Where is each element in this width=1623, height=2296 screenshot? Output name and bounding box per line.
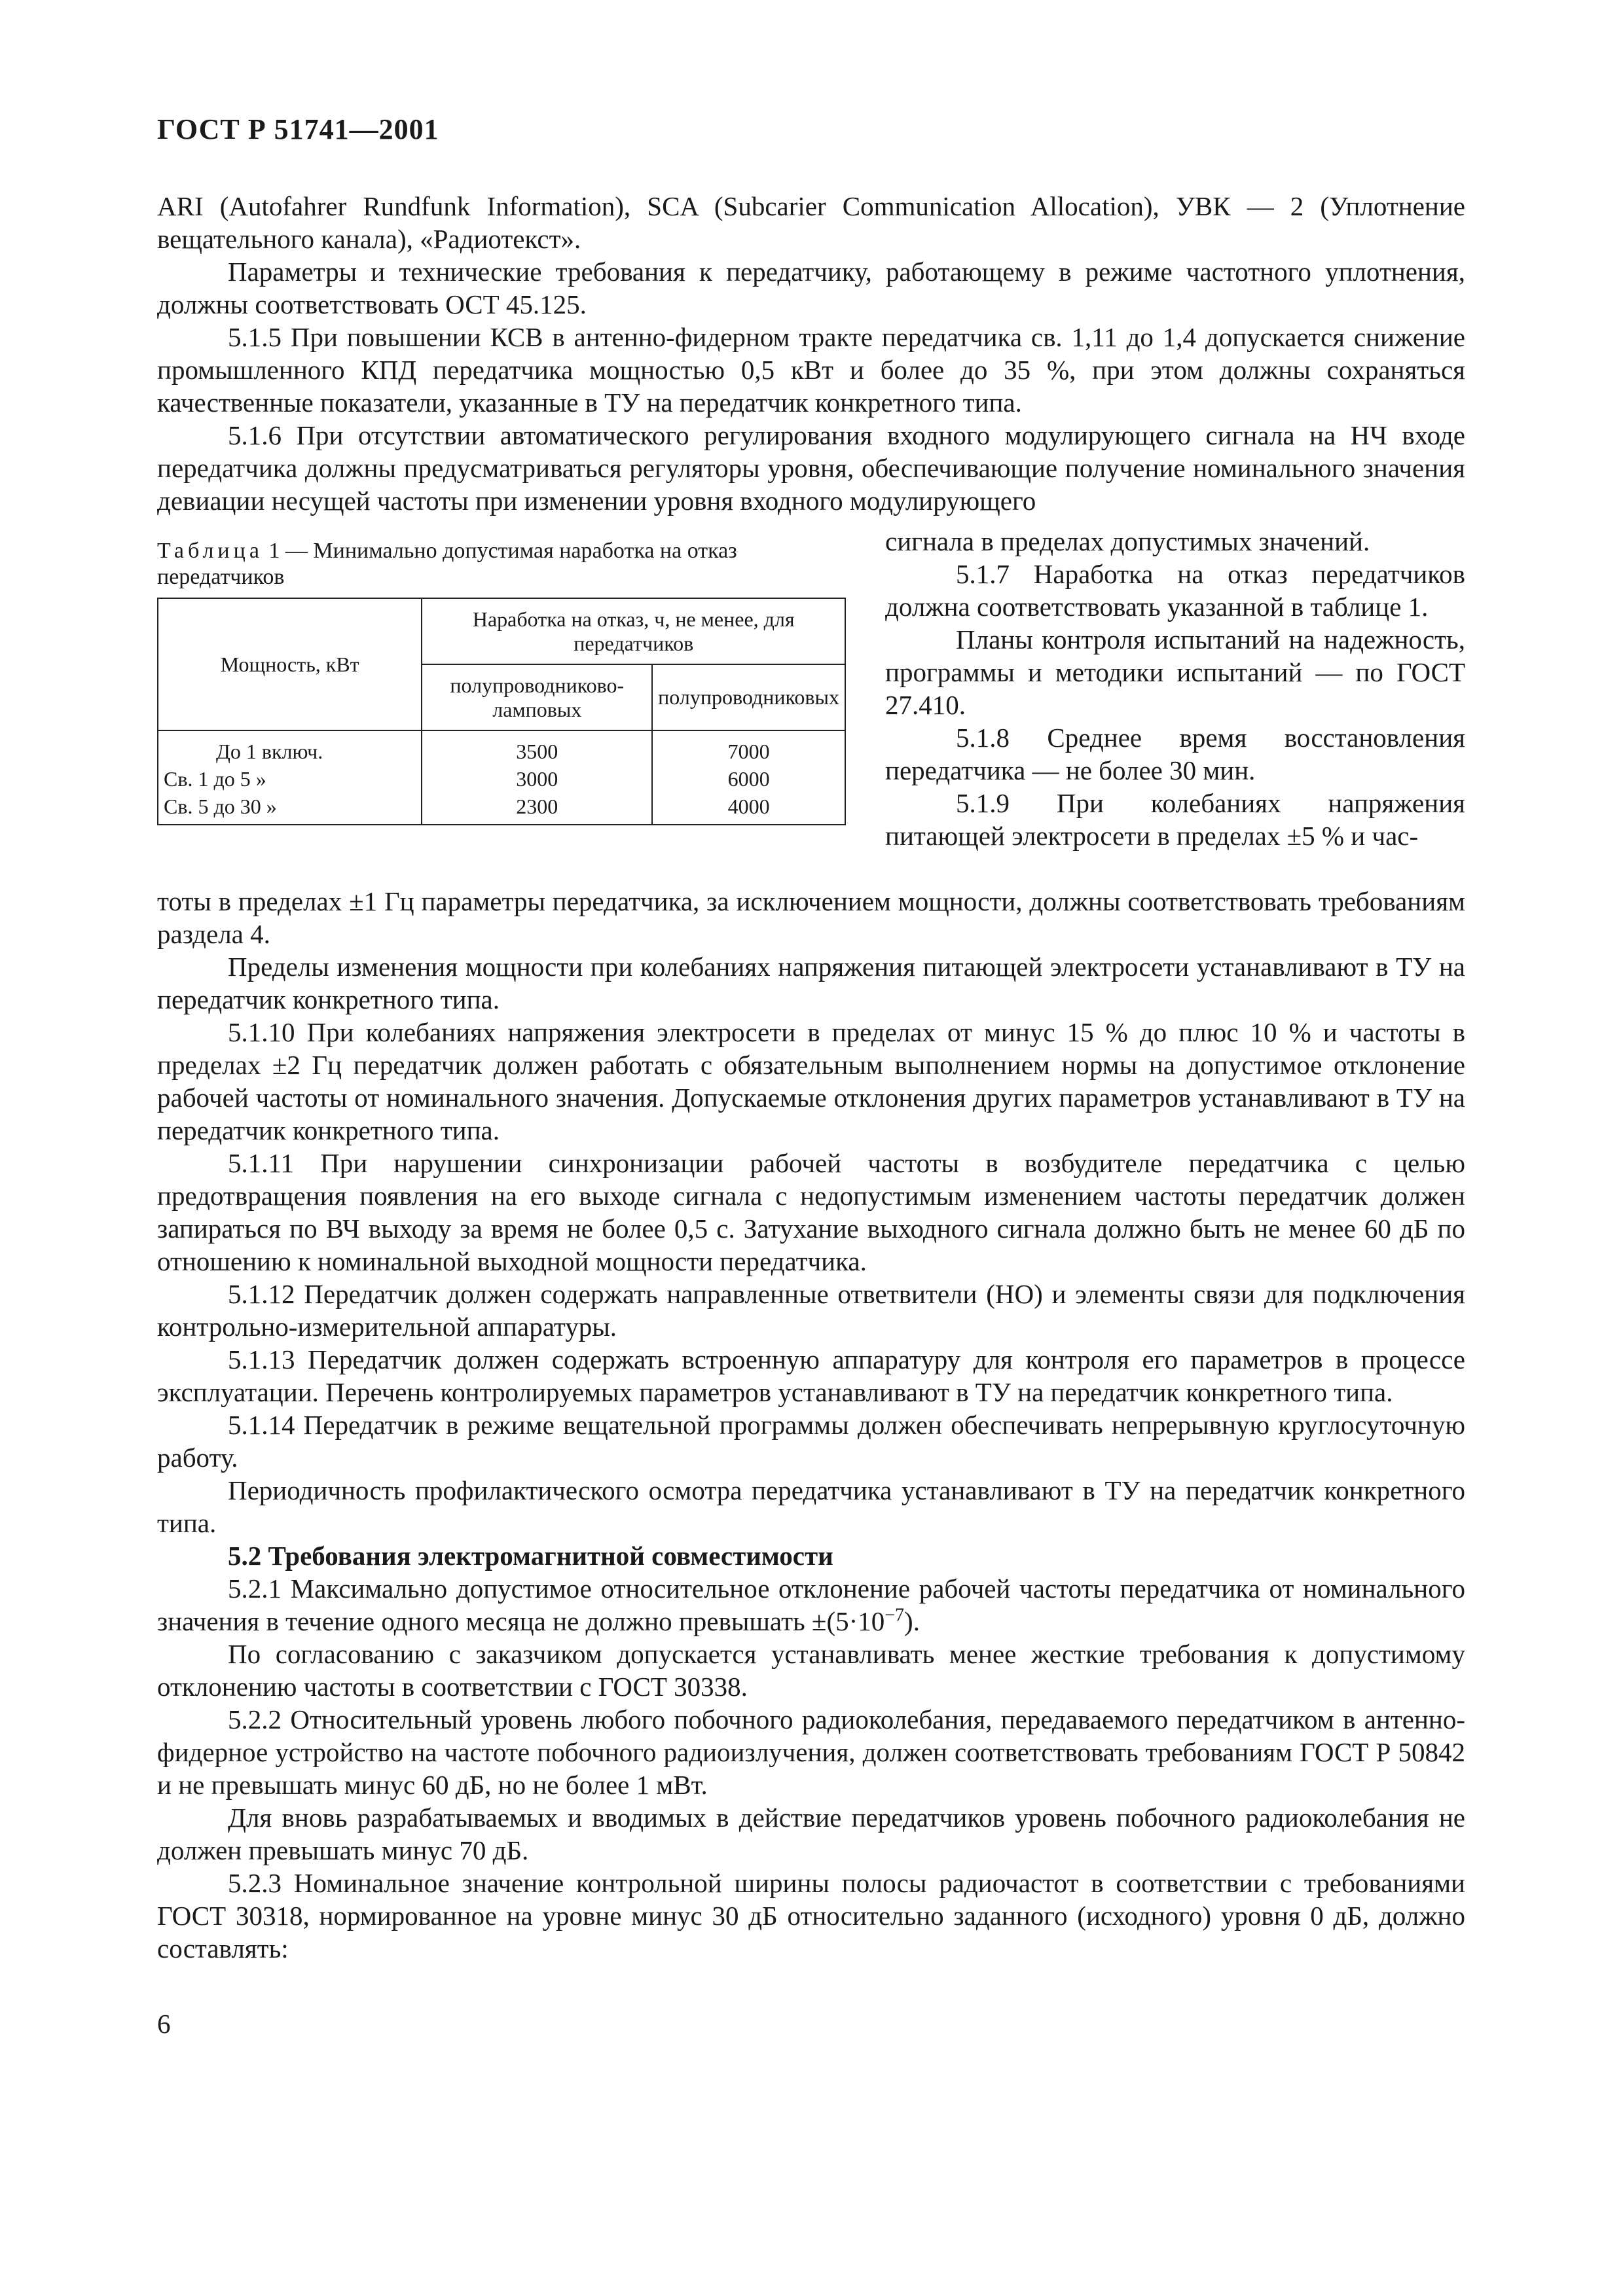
paragraph-5-1-14: 5.1.14 Передатчик в режиме вещательной программы должен обеспечивать непрерывную круглосуточную работу. bbox=[157, 1410, 1465, 1473]
table-cell-power: Св. 5 до 30 » bbox=[158, 793, 422, 825]
page-number: 6 bbox=[157, 2009, 171, 2039]
paragraph: Планы контроля испытаний на надежность, программы и методики испытаний — по ГОСТ 27.410. bbox=[885, 624, 1465, 720]
paragraph: Пределы изменения мощности при колебаниях напряжения питающей электросети устанавливают в ТУ на передатчик конкретного типа. bbox=[157, 952, 1465, 1014]
paragraph: Для вновь разрабатываемых и вводимых в действие передатчиков уровень побочного радиоколебания не должен превышать минус 70 дБ. bbox=[157, 1803, 1465, 1865]
paragraph: Периодичность профилактического осмотра передатчика устанавливают в ТУ на передатчик конкретного типа. bbox=[157, 1475, 1465, 1538]
paragraph-5-1-12: 5.1.12 Передатчик должен содержать направленные ответвители (НО) и элементы связи для подключения контрольно-измерительной аппаратуры. bbox=[157, 1279, 1465, 1342]
table-cell-value: 6000 bbox=[652, 765, 845, 793]
table-row bbox=[158, 765, 845, 793]
table-row bbox=[158, 730, 845, 765]
paragraph-5-2-1 bbox=[157, 1572, 1465, 1638]
paragraph-5-1-10: 5.1.10 При колебаниях напряжения электросети в пределах от минус 15 % до плюс 10 % и частоты в пределах ±2 Гц передатчик должен работать с обязательным выполнением нормы на допустимое отклонение рабочей частоты от номинального значения. Допускаемые отклонения других параметров устанавливают в ТУ на передатчик конкретного типа. bbox=[157, 1017, 1465, 1145]
paragraph-5-1-6: 5.1.6 При отсутствии автоматического регулирования входного модулирующего сигнала на НЧ входе передатчика должны предусматриваться регуляторы уровня, обеспечивающие получение номинального значения девиации несущей частоты при изменении уровня входного модулирующего bbox=[157, 420, 1465, 516]
table-cell-value: 4000 bbox=[652, 793, 845, 825]
paragraph-continued: сигнала в пределах допустимых значений. bbox=[885, 526, 1370, 556]
paragraph: По согласованию с заказчиком допускается устанавливать менее жесткие требования к допустимому отклонению частоты в соответствии с ГОСТ 30338. bbox=[157, 1639, 1465, 1702]
table-header-group: Наработка на отказ, ч, не менее, для передатчиков bbox=[422, 598, 845, 664]
table-caption-label: Таблица bbox=[157, 539, 263, 563]
paragraph-5-1-5: 5.1.5 При повышении КСВ в антенно-фидерном тракте передатчика св. 1,11 до 1,4 допускается снижение промышленного КПД передатчика мощностью 0,5 кВт и более до 35 %, при этом должны сохраняться качественные показатели, указанные в ТУ на передатчик конкретного типа. bbox=[157, 322, 1465, 418]
table-cell-value: 7000 bbox=[652, 730, 845, 765]
right-column-text bbox=[885, 525, 1465, 852]
paragraph-text: 5.2.1 Максимально допустимое относительное отклонение рабочей частоты передатчика от номинального значения в течение одного месяца не должно превышать ±(5·10 bbox=[157, 1573, 1465, 1636]
paragraph-5-2-3: 5.2.3 Номинальное значение контрольной ширины полосы радиочастот в соответствии с требованиями ГОСТ 30318, нормированное на уровне минус 30 дБ относительно заданного (исходного) уровня 0 дБ, должно составлять: bbox=[157, 1868, 1465, 1964]
paragraph: ARI (Autofahrer Rundfunk Information), SCA (Subcarier Communication Allocation), УВК — 2 (Уплотнение вещательного канала), «Радиотекст». bbox=[157, 191, 1465, 254]
paragraph-5-1-9: 5.1.9 При колебаниях напряжения питающей электросети в пределах ±5 % и час- bbox=[885, 788, 1465, 851]
table-caption bbox=[157, 538, 851, 590]
table-cell-power: Св. 1 до 5 » bbox=[158, 765, 422, 793]
document-header: ГОСТ Р 51741—2001 bbox=[157, 113, 439, 145]
table-cell-value: 3000 bbox=[422, 765, 652, 793]
paragraph-5-1-7: 5.1.7 Наработка на отказ передатчиков должна соответствовать указанной в таблице 1. bbox=[885, 559, 1465, 622]
table-caption-text: 1 — Минимально допустимая наработка на отказ передатчиков bbox=[157, 539, 737, 589]
paragraph-tail: ). bbox=[904, 1606, 920, 1636]
paragraph: Параметры и технические требования к передатчику, работающему в режиме частотного уплотнения, должны соответствовать ОСТ 45.125. bbox=[157, 257, 1465, 319]
paragraph-5-2-2: 5.2.2 Относительный уровень любого побочного радиоколебания, передаваемого передатчиком в антенно-фидерное устройство на частоте побочного радиоизлучения, должен соответствовать требованиям ГОСТ Р 50842 и не превышать минус 60 дБ, но не более 1 мВт. bbox=[157, 1704, 1465, 1800]
table-cell-power: До 1 включ. bbox=[158, 730, 422, 765]
paragraph-5-1-8: 5.1.8 Среднее время восстановления передатчика — не более 30 мин. bbox=[885, 723, 1465, 785]
paragraph-continued: тоты в пределах ±1 Гц параметры передатчика, за исключением мощности, должны соответствовать требованиям раздела 4. bbox=[157, 886, 1465, 949]
table-header-semiconductor: полупроводниковых bbox=[652, 664, 845, 730]
paragraph-5-1-11: 5.1.11 При нарушении синхронизации рабочей частоты в возбудителе передатчика с целью предотвращения появления на его выходе сигнала с недопустимым изменением частоты передатчик должен запираться по ВЧ выходу за время не более 0,5 с. Затухание выходного сигнала должно быть не менее 60 дБ по отношению к номинальной выходной мощности передатчика. bbox=[157, 1148, 1465, 1276]
table-header-semiconductor-tube: полупроводниково-ламповых bbox=[422, 664, 652, 730]
table-header-power: Мощность, кВт bbox=[158, 598, 422, 730]
top-text-block bbox=[157, 190, 1465, 517]
reliability-table bbox=[157, 598, 846, 825]
paragraph-5-1-13: 5.1.13 Передатчик должен содержать встроенную аппаратуру для контроля его параметров в процессе эксплуатации. Перечень контролируемых параметров устанавливают в ТУ на передатчик конкретного типа. bbox=[157, 1344, 1465, 1407]
table-row bbox=[158, 793, 845, 825]
table-cell-value: 2300 bbox=[422, 793, 652, 825]
table-cell-value: 3500 bbox=[422, 730, 652, 765]
exponent: −7 bbox=[884, 1605, 905, 1626]
section-heading: 5.2 Требования электромагнитной совместимости bbox=[228, 1541, 833, 1571]
bottom-text-block bbox=[157, 885, 1465, 1965]
